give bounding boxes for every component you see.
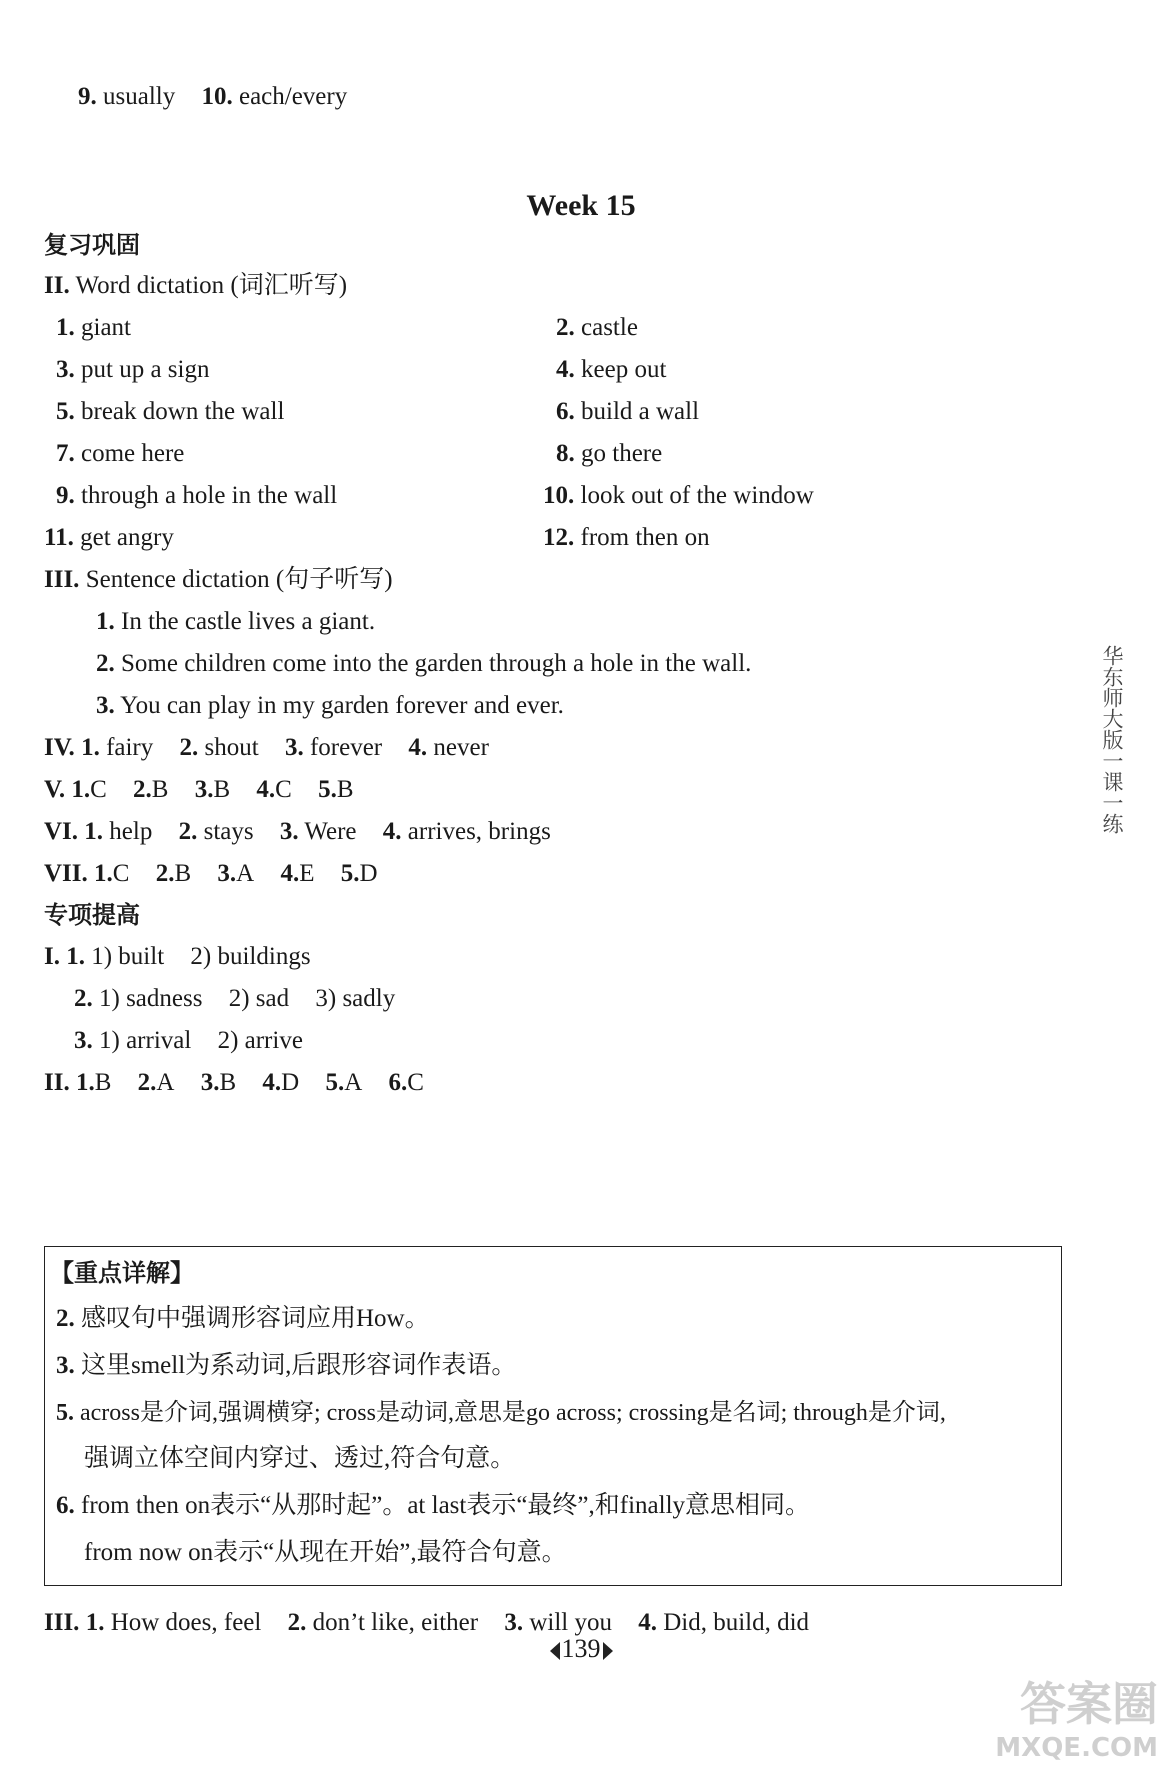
improve-ii-line: II. 1.B 2.A 3.B 4.D 5.A 6.C (44, 1069, 424, 1096)
answer-item: 1.C (94, 860, 130, 887)
section-v-line: V. 1.C 2.B 3.B 4.C 5.B (44, 776, 354, 803)
watermark-logo: 答案圈 MXQE.COM (995, 1677, 1158, 1763)
word-item: 12. from then on (543, 524, 710, 551)
answer-item: 9. usually (78, 83, 176, 110)
sentence-item: 2. Some children come into the garden through a hole in the wall. (96, 650, 752, 677)
right-arrow-icon (603, 1642, 613, 1660)
word-item: 1. giant (56, 314, 131, 341)
answer-item: 4.D (262, 1069, 300, 1096)
answer-item: 5.A (325, 1069, 363, 1096)
answer-item: 4. arrives, brings (382, 818, 551, 845)
word-item: 2. castle (556, 314, 638, 341)
top-answer-line (78, 82, 347, 112)
answer-item: 1. How does, feel (85, 1609, 262, 1636)
section-iii-last-line: III. 1. How does, feel 2. don’t like, either 3. will you 4. Did, build, did (44, 1609, 810, 1636)
answer-item: 5.B (318, 776, 354, 803)
sentence-item: 1. In the castle lives a giant. (96, 608, 376, 635)
page-number: 139 (0, 1634, 1162, 1664)
improve-i-row: I. 1. 1) built 2) buildings (44, 943, 311, 970)
section-ii-header: II. Word dictation (词汇听写) (44, 272, 348, 299)
side-label: 华东师大版一课一练 (1100, 645, 1124, 834)
keypoint-line: 2. 感叹句中强调形容词应用How。 (56, 1305, 430, 1332)
section-iv-line: IV. 1. fairy 2. shout 3. forever 4. never (44, 734, 489, 761)
word-item: 8. go there (556, 440, 663, 467)
answer-item: 5.D (340, 860, 378, 887)
word-item: 7. come here (56, 440, 185, 467)
keypoints-title: 【重点详解】 (50, 1259, 194, 1287)
answer-item: 3. Were (279, 818, 357, 845)
keypoint-line: from now on表示“从现在开始”,最符合句意。 (84, 1539, 567, 1566)
answer-item: 4. never (408, 734, 489, 761)
sentence-item: 3. You can play in my garden forever and ever. (96, 692, 564, 719)
answer-item: 2.B (155, 860, 192, 887)
week-title: Week 15 (526, 189, 636, 222)
keypoint-line: 5. across是介词,强调横穿; cross是动词,意思是go across; crossing是名词; through是介词, (56, 1400, 946, 1426)
answer-item: 6.C (388, 1069, 424, 1096)
answer-item: 2. shout (179, 734, 259, 761)
keypoint-line: 强调立体空间内穿过、透过,符合句意。 (84, 1445, 516, 1472)
left-arrow-icon (550, 1642, 560, 1660)
answer-item: 1. fairy (81, 734, 154, 761)
answer-item: 4.C (256, 776, 292, 803)
answer-item: 4. Did, build, did (638, 1609, 810, 1636)
answer-item: 1. help (84, 818, 153, 845)
answer-item: 3. forever (284, 734, 383, 761)
word-item: 9. through a hole in the wall (56, 482, 338, 509)
word-item: 4. keep out (556, 356, 667, 383)
word-item: 6. build a wall (556, 398, 700, 425)
answer-item: 3.B (200, 1069, 237, 1096)
review-heading: 复习巩固 (44, 231, 140, 259)
improve-i-row: 2. 1) sadness 2) sad 3) sadly (74, 985, 396, 1012)
section-iii-header: III. Sentence dictation (句子听写) (44, 566, 393, 593)
answer-item: 1.C (71, 776, 107, 803)
word-item: 5. break down the wall (56, 398, 285, 425)
section-vii-line: VII. 1.C 2.B 3.A 4.E 5.D (44, 860, 378, 887)
word-item: 10. look out of the window (543, 482, 814, 509)
answer-item: 2. don’t like, either (287, 1609, 479, 1636)
answer-item: 4.E (280, 860, 315, 887)
word-item: 3. put up a sign (56, 356, 210, 383)
answer-item: 2. stays (178, 818, 254, 845)
answer-item: 2.A (137, 1069, 175, 1096)
keypoint-line: 3. 这里smell为系动词,后跟形容词作表语。 (56, 1352, 517, 1379)
word-item: 11. get angry (44, 524, 174, 551)
improve-i-row: 3. 1) arrival 2) arrive (74, 1027, 303, 1054)
improve-heading: 专项提高 (44, 901, 140, 929)
answer-item: 3. will you (504, 1609, 612, 1636)
keypoint-line: 6. from then on表示“从那时起”。at last表示“最终”,和finally意思相同。 (56, 1492, 811, 1519)
answer-item: 2.B (133, 776, 169, 803)
section-vi-line: VI. 1. help 2. stays 3. Were 4. arrives, brings (44, 818, 551, 845)
answer-item: 3.B (194, 776, 231, 803)
answer-item: 10. each/every (201, 83, 348, 110)
answer-item: 3.A (217, 860, 255, 887)
answer-item: 1.B (75, 1069, 112, 1096)
